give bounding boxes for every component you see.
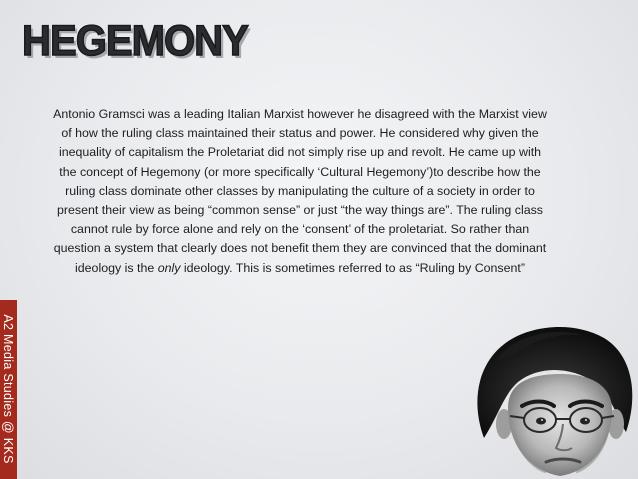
emphasis-only: only [157,260,181,275]
slide-title: HEGEMONY [22,17,248,65]
antonio-gramsci-portrait-icon [466,320,638,479]
paragraph-text-end: ideology. This is sometimes referred to as “Ruling by Consent” [180,260,525,275]
side-tab-label: A2 Media Studies @ KKS [1,314,15,464]
paragraph-text: Antonio Gramsci was a leading Italian Marxist however he disagreed with the Marxist view of how the ruling class maintained their status and power. He considered why given the inequality of capitalism the Proletariat did not simply rise up and revolt. He came up with the concept of Hegemony (or more specifically ‘Cultural Hegemony’)to describe how the ruling class dominate other classes by manipulating the culture of a society in order to present their view as being “common sense” or just “the way things are”. The ruling class cannot rule by force alone and rely on the ‘consent’ of the proletariat. So rather than question a system that clearly does not benefit them they are convinced that the dominant ideology is the [53,107,547,275]
body-paragraph [50,105,550,278]
